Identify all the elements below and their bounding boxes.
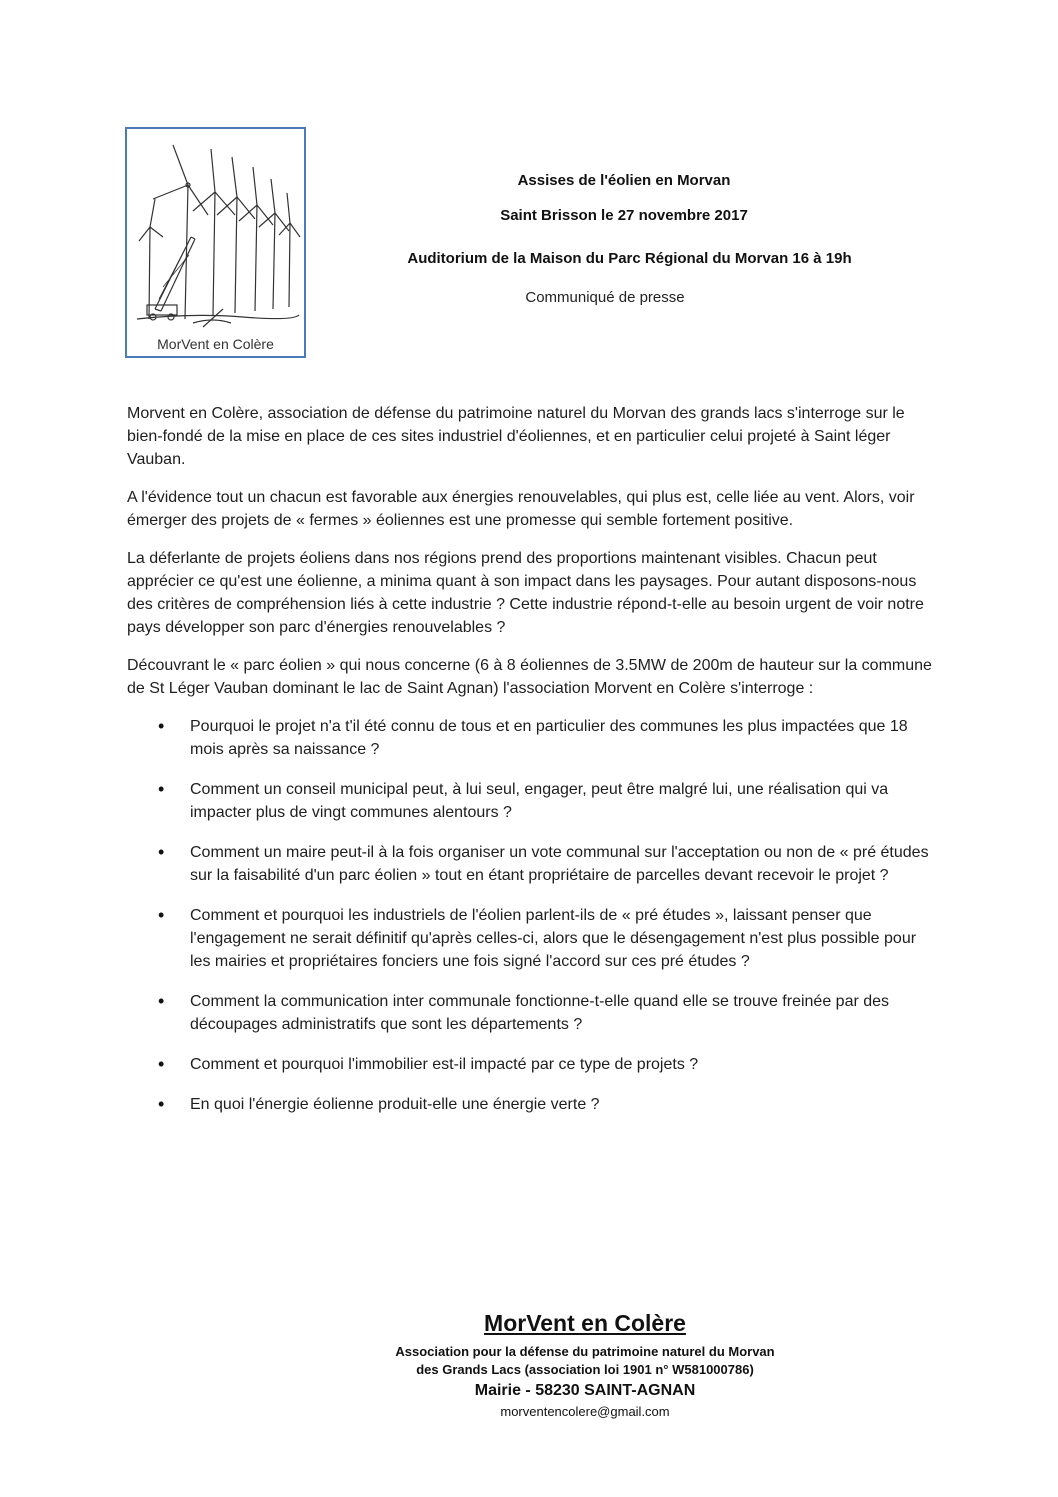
list-item: • Comment un conseil municipal peut, à lui seul, engager, peut être malgré lui, une réalisation qui va impacter plus de vingt communes alentours ? [127, 778, 939, 824]
event-date: Saint Brisson le 27 novembre 2017 [500, 207, 748, 224]
list-item: • En quoi l'énergie éolienne produit-elle une énergie verte ? [127, 1093, 939, 1116]
organization-name: MorVent en Colère [484, 1310, 686, 1336]
event-title: Assises de l'éolien en Morvan [517, 172, 731, 189]
paragraph: Morvent en Colère, association de défense du patrimoine naturel du Morvan des grands lacs s'interroge sur le bien-fondé de la mise en place de ces sites industriel d'éoliennes, et en particulier celui projeté à Saint léger Vauban. [127, 405, 905, 468]
press-release-body [127, 402, 939, 1133]
question-list [127, 715, 939, 1116]
logo-box [125, 127, 306, 358]
list-item: • Comment et pourquoi l'immobilier est-il impacté par ce type de projets ? [127, 1053, 939, 1076]
organization-address: Mairie - 58230 SAINT-AGNAN [474, 1382, 696, 1399]
list-item: • Comment et pourquoi les industriels de l'éolien parlent-ils de « pré études », laissant penser que l'engagement ne serait définitif qu'après celles-ci, alors que le désengagement n'est plus possible pour les mairies et propriétaires fonciers une fois signé l'accord sur ces pré études ? [127, 904, 939, 973]
paragraph: La déferlante de projets éoliens dans nos régions prend des proportions maintenant visibles. Chacun peut apprécier ce qu'est une éolienne, a minima quant à son impact dans les paysages. Pour autant disposons-nous des critères de compréhension liés à cette industrie ? Cette industrie répond-t-elle au besoin urgent de voir notre pays développer son parc d'énergies renouvelables ? [127, 550, 924, 636]
organization-registration: des Grands Lacs (association loi 1901 n° W581000786) [416, 1362, 754, 1377]
footer [345, 1310, 825, 1419]
organization-email[interactable]: morventencolere@gmail.com [500, 1404, 670, 1419]
logo-caption: MorVent en Colère [157, 336, 274, 352]
document-type: Communiqué de presse [525, 289, 685, 306]
paragraph: A l'évidence tout un chacun est favorable aux énergies renouvelables, qui plus est, celle liée au vent. Alors, voir émerger des projets de « fermes » éoliennes est une promesse qui semble fortement positive. [127, 489, 915, 529]
event-location: Auditorium de la Maison du Parc Régional du Morvan 16 à 19h [407, 250, 852, 267]
paragraph: Découvrant le « parc éolien » qui nous concerne (6 à 8 éoliennes de 3.5MW de 200m de hauteur sur la commune de St Léger Vauban dominant le lac de Saint Agnan) l'association Morvent en Colère s'interroge : [127, 657, 932, 697]
list-item: • Pourquoi le projet n'a t'il été connu de tous et en particulier des communes les plus impactées que 18 mois après sa naissance ? [127, 715, 939, 761]
list-item: • Comment la communication inter communale fonctionne-t-elle quand elle se trouve freinée par des découpages administratifs que sont les départements ? [127, 990, 939, 1036]
list-item: • Comment un maire peut-il à la fois organiser un vote communal sur l'acceptation ou non de « pré études sur la faisabilité d'un parc éolien » tout en étant propriétaire de parcelles devant recevoir le projet ? [127, 841, 939, 887]
organization-description: Association pour la défense du patrimoine naturel du Morvan [395, 1344, 775, 1359]
wind-turbines-and-crane-illustration [133, 137, 301, 335]
